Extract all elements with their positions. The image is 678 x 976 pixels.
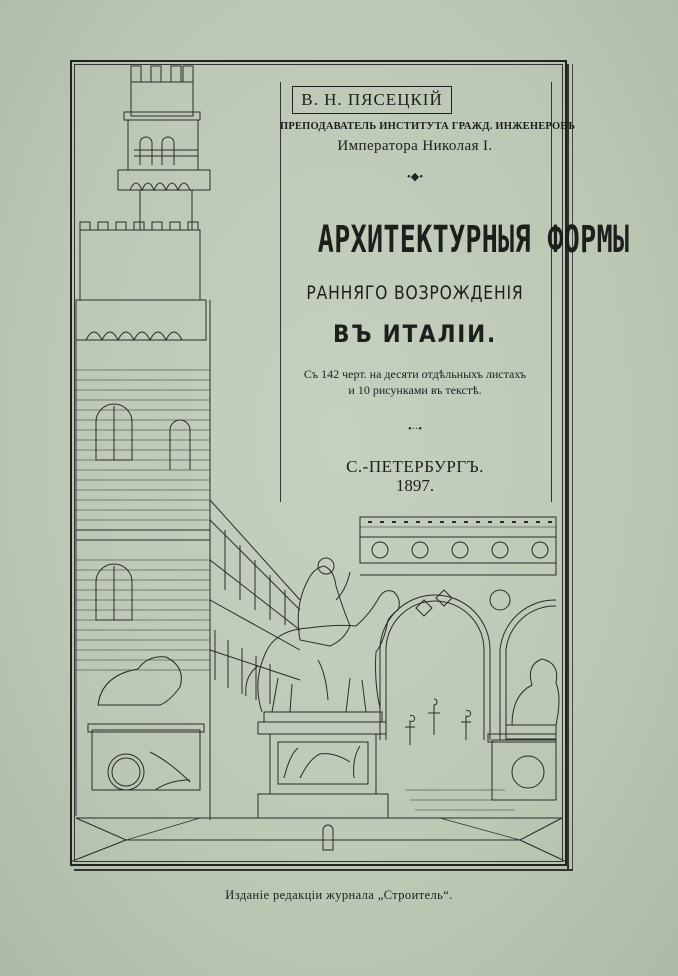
description-line-2: и 10 рисунками въ текстѣ. bbox=[348, 383, 482, 397]
imprint-line: Изданіе редакціи журнала „Строитель“. bbox=[225, 888, 453, 902]
frame-edge-right bbox=[567, 64, 573, 870]
publication-city: С.-ПЕТЕРБУРГЪ. bbox=[346, 457, 484, 476]
book-subtitle: РАННЯГО ВОЗРОЖДЕНІЯ bbox=[306, 282, 524, 304]
ornament-divider: •◆• bbox=[406, 171, 424, 183]
ornament-divider-2: •··• bbox=[408, 424, 422, 435]
frame-edge-bottom bbox=[74, 866, 573, 871]
publication-year: 1897. bbox=[395, 476, 435, 495]
book-title: АРХИТЕКТУРНЫЯ ФОРМЫ bbox=[317, 218, 630, 261]
book-place: ВЪ ИТАЛІИ. bbox=[332, 320, 498, 348]
affiliation-line-2: Императора Николая I. bbox=[337, 138, 493, 154]
author-name: В. Н. ПЯСЕЦКІЙ bbox=[292, 86, 452, 114]
affiliation-line-1: ПРЕПОДАВАТЕЛЬ ИНСТИТУТА ГРАЖД. ИНЖЕНЕРОВЪ bbox=[280, 121, 576, 132]
description-line-1: Съ 142 черт. на десяти отдѣльныхъ листахъ bbox=[303, 367, 527, 381]
